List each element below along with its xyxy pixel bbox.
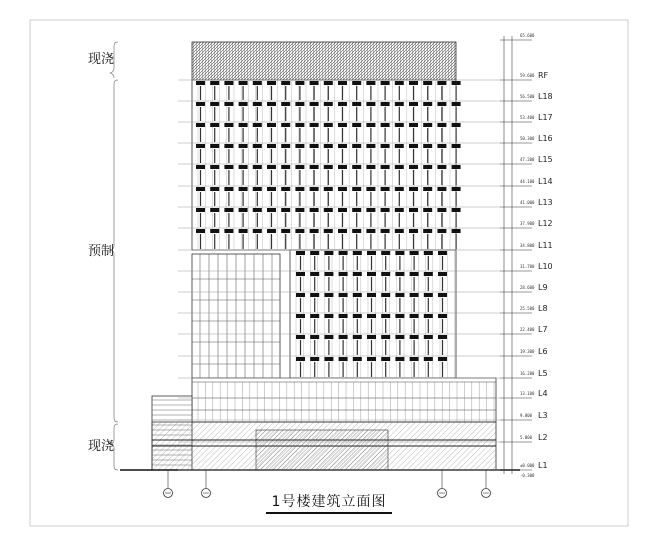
window-band (438, 251, 447, 255)
window-band (295, 102, 304, 106)
elevation-label: 59.600 (520, 73, 535, 78)
floor-label: L13 (538, 198, 553, 207)
floor-label: RF (538, 71, 549, 80)
window-band (381, 229, 390, 233)
window-band (295, 229, 304, 233)
window-band (409, 123, 418, 127)
window-band (395, 293, 404, 297)
floor-label: L2 (538, 433, 548, 442)
window-band (381, 102, 390, 106)
window-band (239, 81, 248, 85)
window-band (409, 187, 418, 191)
window-band (310, 208, 319, 212)
window-band (281, 229, 290, 233)
window-band (424, 251, 433, 255)
window-band (395, 229, 404, 233)
lower-block (192, 378, 496, 422)
window-band (324, 314, 333, 318)
elevation-label: ±0.000 (520, 463, 535, 468)
window-band (267, 81, 276, 85)
window-band (395, 187, 404, 191)
window-band (310, 165, 319, 169)
window-band (352, 102, 361, 106)
window-band (310, 272, 319, 276)
floor-label: L16 (538, 134, 553, 143)
window-band (224, 102, 233, 106)
window-band (281, 208, 290, 212)
elevation-label: 28.600 (520, 285, 535, 290)
window-band (296, 357, 305, 361)
window-band (410, 293, 419, 297)
window-band (324, 123, 333, 127)
window-band (339, 272, 348, 276)
window-band (366, 187, 375, 191)
window-band (395, 335, 404, 339)
window-band (381, 357, 390, 361)
window-band (438, 335, 447, 339)
window-band (224, 144, 233, 148)
floor-label: L3 (538, 411, 548, 420)
window-band (352, 144, 361, 148)
window-band (366, 81, 375, 85)
window-band (437, 144, 446, 148)
window-band (196, 165, 205, 169)
window-band (239, 123, 248, 127)
window-band (437, 208, 446, 212)
window-band (395, 251, 404, 255)
window-band (324, 81, 333, 85)
window-band (409, 81, 418, 85)
window-band (267, 144, 276, 148)
floor-label: L18 (538, 92, 553, 101)
elevation-label: 34.800 (520, 243, 535, 248)
window-band (267, 208, 276, 212)
window-band (267, 123, 276, 127)
window-band (367, 357, 376, 361)
floor-label: L1 (538, 461, 548, 470)
window-band (338, 187, 347, 191)
window-band (339, 293, 348, 297)
elevation-label: 22.400 (520, 327, 535, 332)
window-band (324, 144, 333, 148)
elevation-label: 31.700 (520, 264, 535, 269)
floor-label: L5 (538, 369, 548, 378)
window-band (338, 102, 347, 106)
window-band (324, 335, 333, 339)
ground-elevation-label: -0.300 (520, 473, 535, 478)
window-band (395, 208, 404, 212)
window-band (367, 335, 376, 339)
elevation-label: 41.000 (520, 200, 535, 205)
window-band (410, 357, 419, 361)
window-band (452, 81, 461, 85)
window-band (352, 229, 361, 233)
elevation-label: 50.300 (520, 136, 535, 141)
window-band (267, 165, 276, 169)
window-band (423, 165, 432, 169)
window-band (353, 335, 362, 339)
window-band (296, 335, 305, 339)
window-band (381, 187, 390, 191)
window-band (366, 144, 375, 148)
window-band (310, 81, 319, 85)
window-band (310, 293, 319, 297)
window-band (267, 187, 276, 191)
floor-label: L6 (538, 347, 548, 356)
window-band (366, 102, 375, 106)
window-band (210, 208, 219, 212)
window-band (295, 81, 304, 85)
window-band (424, 314, 433, 318)
window-band (196, 123, 205, 127)
window-band (324, 229, 333, 233)
window-band (438, 272, 447, 276)
window-band (381, 144, 390, 148)
window-band (210, 144, 219, 148)
window-band (424, 293, 433, 297)
window-band (424, 335, 433, 339)
zone-label-top: 现浇 (88, 52, 115, 67)
window-band (395, 102, 404, 106)
window-band (295, 123, 304, 127)
window-band (395, 165, 404, 169)
window-band (253, 229, 262, 233)
window-band (310, 102, 319, 106)
window-band (423, 123, 432, 127)
window-band (381, 272, 390, 276)
window-band (253, 208, 262, 212)
floor-label: L8 (538, 304, 548, 313)
window-band (452, 144, 461, 148)
window-band (338, 208, 347, 212)
window-band (395, 144, 404, 148)
drawing-title-text: 1号楼建筑立面图 (266, 494, 393, 514)
window-band (295, 187, 304, 191)
window-band (366, 229, 375, 233)
window-band (253, 81, 262, 85)
window-band (253, 165, 262, 169)
window-band (409, 165, 418, 169)
window-band (239, 102, 248, 106)
window-band (253, 187, 262, 191)
elevation-label: 53.400 (520, 115, 535, 120)
window-band (381, 314, 390, 318)
window-band (310, 187, 319, 191)
drawing-title (0, 491, 658, 511)
window-band (423, 229, 432, 233)
elevation-label: 16.200 (520, 371, 535, 376)
window-band (310, 229, 319, 233)
window-band (437, 81, 446, 85)
floor-label: L9 (538, 283, 548, 292)
window-band (239, 229, 248, 233)
window-band (324, 208, 333, 212)
window-band (410, 314, 419, 318)
window-band (324, 165, 333, 169)
window-band (381, 81, 390, 85)
elevation-label: 19.300 (520, 349, 535, 354)
window-band (296, 314, 305, 318)
window-band (437, 123, 446, 127)
window-band (366, 165, 375, 169)
elevation-label: 5.000 (520, 435, 533, 440)
elevation-label: 37.900 (520, 221, 535, 226)
floor-label: L4 (538, 389, 548, 398)
window-band (353, 357, 362, 361)
window-band (395, 314, 404, 318)
window-band (352, 123, 361, 127)
window-band (310, 357, 319, 361)
window-band (452, 229, 461, 233)
entrance-hatch (256, 430, 388, 470)
window-band (224, 229, 233, 233)
elevation-scale (500, 36, 535, 474)
elevation-label: 47.200 (520, 157, 535, 162)
window-band (366, 208, 375, 212)
window-band (409, 102, 418, 106)
window-band (338, 81, 347, 85)
elevation-label: 56.500 (520, 94, 535, 99)
base-facade (120, 378, 520, 470)
floor-label: L14 (538, 177, 553, 186)
window-band (353, 251, 362, 255)
floor-label: L15 (538, 155, 553, 164)
window-band (339, 357, 348, 361)
window-band (423, 144, 432, 148)
window-band (310, 144, 319, 148)
elevation-label: 44.100 (520, 179, 535, 184)
window-band (281, 144, 290, 148)
window-band (452, 187, 461, 191)
window-band (196, 187, 205, 191)
window-band (281, 123, 290, 127)
window-band (324, 102, 333, 106)
window-band (423, 102, 432, 106)
window-band (353, 272, 362, 276)
window-band (324, 293, 333, 297)
window-band (452, 208, 461, 212)
window-band (395, 357, 404, 361)
window-band (410, 251, 419, 255)
window-band (381, 165, 390, 169)
window-band (281, 187, 290, 191)
window-band (296, 251, 305, 255)
window-band (267, 229, 276, 233)
window-band (339, 314, 348, 318)
zone-label-bottom: 现浇 (88, 439, 115, 454)
floor-label: L17 (538, 113, 553, 122)
window-band (239, 165, 248, 169)
zone-label-middle: 预制 (88, 244, 115, 259)
window-band (423, 81, 432, 85)
window-band (338, 144, 347, 148)
window-band (367, 314, 376, 318)
window-band (224, 187, 233, 191)
window-band (366, 123, 375, 127)
window-band (295, 144, 304, 148)
window-band (367, 293, 376, 297)
elevation-label: 13.100 (520, 391, 535, 396)
window-band (196, 144, 205, 148)
window-band (239, 208, 248, 212)
window-band (352, 165, 361, 169)
window-band (395, 123, 404, 127)
window-band (210, 102, 219, 106)
window-band (324, 357, 333, 361)
window-band (239, 187, 248, 191)
window-band (410, 335, 419, 339)
window-band (310, 335, 319, 339)
elevation-label: 25.500 (520, 306, 535, 311)
window-band (367, 251, 376, 255)
window-band (196, 229, 205, 233)
window-band (437, 229, 446, 233)
window-band (338, 229, 347, 233)
window-band (324, 187, 333, 191)
window-band (253, 144, 262, 148)
window-band (381, 123, 390, 127)
floor-label: L12 (538, 219, 553, 228)
window-band (352, 187, 361, 191)
window-band (196, 208, 205, 212)
window-band (196, 81, 205, 85)
window-band (438, 357, 447, 361)
window-band (409, 229, 418, 233)
window-band (437, 102, 446, 106)
window-band (395, 272, 404, 276)
window-band (210, 165, 219, 169)
window-band (210, 123, 219, 127)
window-band (438, 293, 447, 297)
window-band (310, 251, 319, 255)
window-band (295, 165, 304, 169)
window-band (267, 102, 276, 106)
window-band (338, 165, 347, 169)
window-band (324, 272, 333, 276)
window-band (210, 229, 219, 233)
window-band (409, 208, 418, 212)
window-band (196, 102, 205, 106)
window-band (409, 144, 418, 148)
window-band (381, 335, 390, 339)
top-elevation-label: 65.600 (520, 33, 535, 38)
window-band (452, 165, 461, 169)
window-band (352, 81, 361, 85)
window-band (381, 208, 390, 212)
window-band (437, 165, 446, 169)
podium-facade (192, 254, 280, 386)
window-band (381, 251, 390, 255)
window-band (296, 293, 305, 297)
window-band (296, 272, 305, 276)
window-band (281, 81, 290, 85)
window-band (424, 357, 433, 361)
window-band (424, 272, 433, 276)
window-band (210, 187, 219, 191)
roof-parapet (192, 42, 456, 80)
window-band (281, 102, 290, 106)
window-band (253, 102, 262, 106)
window-band (410, 272, 419, 276)
window-band (452, 102, 461, 106)
window-band (295, 208, 304, 212)
floor-label: L7 (538, 325, 548, 334)
window-band (339, 251, 348, 255)
window-band (224, 165, 233, 169)
elevation-label: 9.800 (520, 413, 533, 418)
window-band (324, 251, 333, 255)
window-band (253, 123, 262, 127)
window-band (353, 293, 362, 297)
window-band (310, 123, 319, 127)
window-band (423, 187, 432, 191)
window-band (438, 314, 447, 318)
window-band (437, 187, 446, 191)
window-band (239, 144, 248, 148)
window-band (381, 293, 390, 297)
window-band (353, 314, 362, 318)
window-band (339, 335, 348, 339)
window-band (224, 208, 233, 212)
window-band (338, 123, 347, 127)
window-band (224, 123, 233, 127)
window-band (352, 208, 361, 212)
floor-label: L10 (538, 262, 553, 271)
window-band (310, 314, 319, 318)
window-band (281, 165, 290, 169)
window-band (224, 81, 233, 85)
floor-label: L11 (538, 241, 553, 250)
window-band (367, 272, 376, 276)
window-band (452, 123, 461, 127)
window-band (210, 81, 219, 85)
window-band (423, 208, 432, 212)
window-band (395, 81, 404, 85)
